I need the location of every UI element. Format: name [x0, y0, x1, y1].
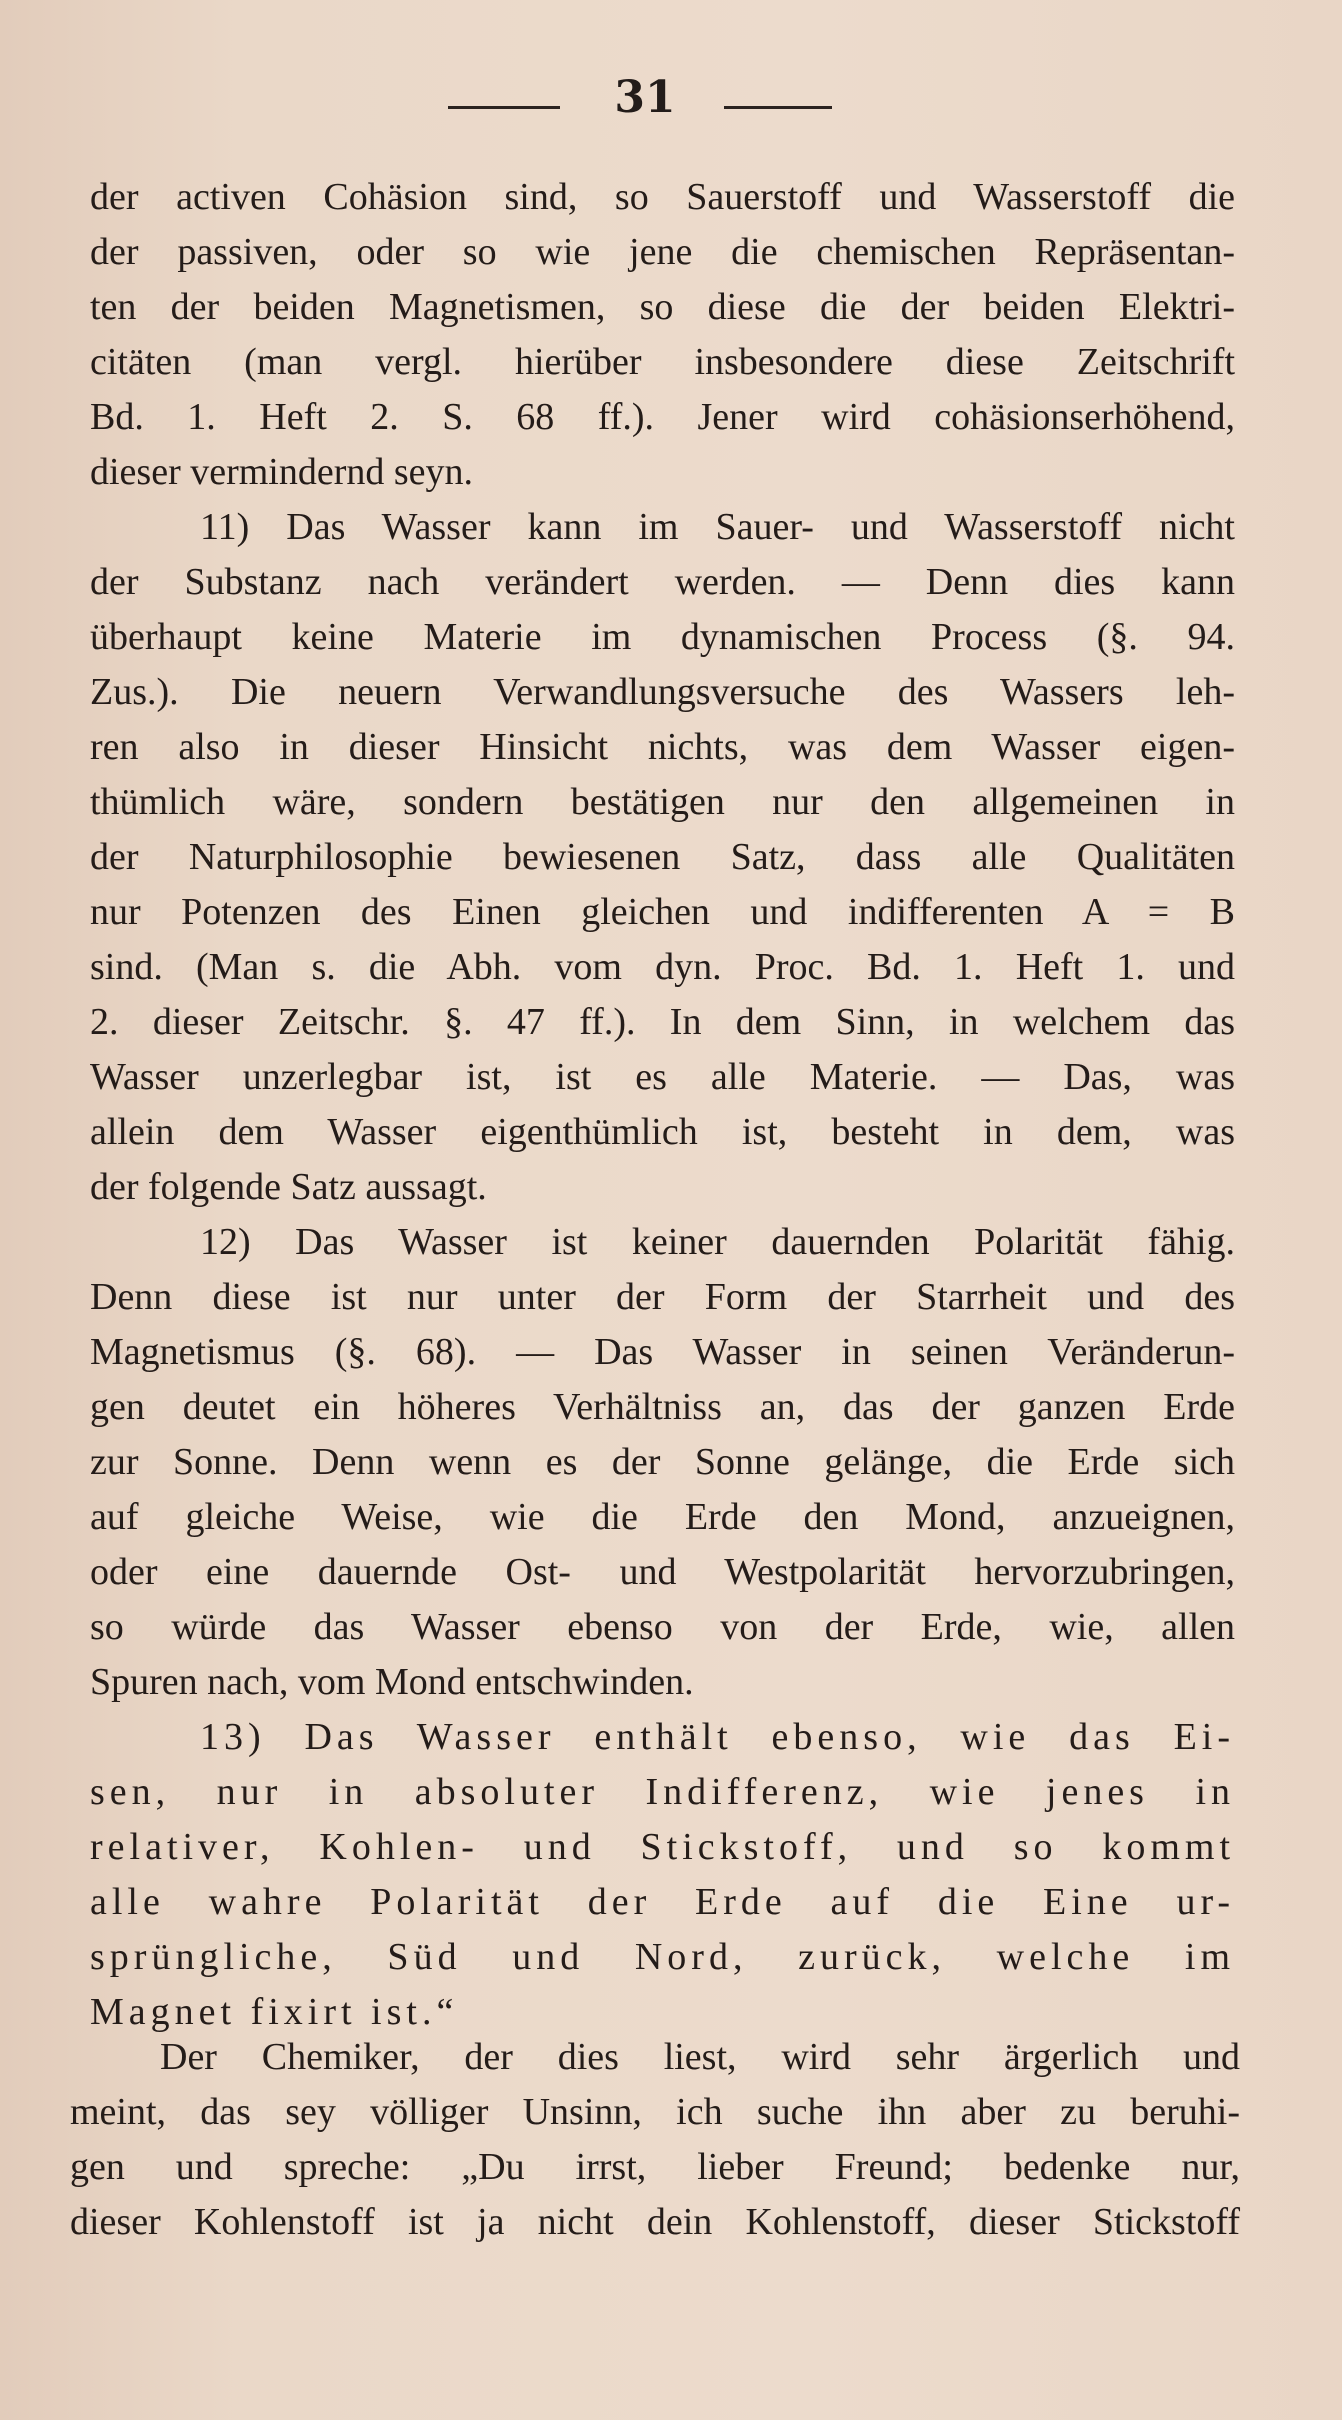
text-line: sen, nur in absoluter Indifferenz, wie jenes in: [90, 1771, 1235, 1813]
text-line: 11) Das Wasser kann im Sauer- und Wasserstoff nicht: [200, 506, 1235, 548]
text-line: der Substanz nach verändert werden. — Denn dies kann: [90, 561, 1235, 603]
text-line: 2. dieser Zeitschr. §. 47 ff.). In dem Sinn, in welchem das: [90, 1001, 1235, 1043]
text-line: 12) Das Wasser ist keiner dauernden Polarität fähig.: [200, 1221, 1235, 1263]
text-line: dieser Kohlenstoff ist ja nicht dein Kohlenstoff, dieser Stickstoff: [70, 2201, 1240, 2243]
text-line: der activen Cohäsion sind, so Sauerstoff und Wasserstoff die: [90, 176, 1235, 218]
text-line: nur Potenzen des Einen gleichen und indifferenten A = B: [90, 891, 1235, 933]
text-line: Spuren nach, vom Mond entschwinden.: [90, 1661, 694, 1703]
text-line: auf gleiche Weise, wie die Erde den Mond, anzueignen,: [90, 1496, 1235, 1538]
text-line: 13) Das Wasser enthält ebenso, wie das Ei-: [200, 1716, 1235, 1758]
body-text: [90, 170, 1235, 2040]
text-line: citäten (man vergl. hierüber insbesondere diese Zeitschrift: [90, 341, 1235, 383]
text-line: der Naturphilosophie bewiesenen Satz, dass alle Qualitäten: [90, 836, 1235, 878]
text-line: ren also in dieser Hinsicht nichts, was dem Wasser eigen-: [90, 726, 1235, 768]
text-line: thümlich wäre, sondern bestätigen nur den allgemeinen in: [90, 781, 1235, 823]
text-line: sind. (Man s. die Abh. vom dyn. Proc. Bd. 1. Heft 1. und: [90, 946, 1235, 988]
text-line: Denn diese ist nur unter der Form der Starrheit und des: [90, 1276, 1235, 1318]
text-line: Magnet fixirt ist.“: [90, 1991, 459, 2033]
text-line: Der Chemiker, der dies liest, wird sehr ärgerlich und: [160, 2036, 1240, 2078]
text-line: relativer, Kohlen- und Stickstoff, und so kommt: [90, 1826, 1235, 1868]
text-line: Wasser unzerlegbar ist, ist es alle Materie. — Das, was: [90, 1056, 1235, 1098]
text-line: oder eine dauernde Ost- und Westpolarität hervorzubringen,: [90, 1551, 1235, 1593]
text-line: meint, das sey völliger Unsinn, ich suche ihn aber zu beruhi-: [70, 2091, 1240, 2133]
text-line: alle wahre Polarität der Erde auf die Eine ur-: [90, 1881, 1235, 1923]
paragraph-chemiker: [70, 2030, 1240, 2250]
text-line: der folgende Satz aussagt.: [90, 1166, 487, 1208]
text-line: allein dem Wasser eigenthümlich ist, besteht in dem, was: [90, 1111, 1235, 1153]
page-header: [0, 70, 1342, 130]
text-line: dieser vermindernd seyn.: [90, 451, 474, 493]
text-line: der passiven, oder so wie jene die chemischen Repräsentan-: [90, 231, 1235, 273]
header-rule-left: [448, 106, 560, 109]
text-line: so würde das Wasser ebenso von der Erde, wie, allen: [90, 1606, 1235, 1648]
text-line: Bd. 1. Heft 2. S. 68 ff.). Jener wird cohäsionserhöhend,: [90, 396, 1235, 438]
text-line: zur Sonne. Denn wenn es der Sonne gelänge, die Erde sich: [90, 1441, 1235, 1483]
page-number: 31: [614, 72, 676, 123]
paragraph-1: [90, 170, 1235, 500]
text-line: Zus.). Die neuern Verwandlungsversuche des Wassers leh-: [90, 671, 1235, 713]
paragraph-12: [90, 1215, 1235, 1710]
text-line: gen deutet ein höheres Verhältniss an, das der ganzen Erde: [90, 1386, 1235, 1428]
text-line: ten der beiden Magnetismen, so diese die der beiden Elektri-: [90, 286, 1235, 328]
header-rule-right: [724, 106, 832, 109]
text-line: Magnetismus (§. 68). — Das Wasser in seinen Veränderun-: [90, 1331, 1235, 1373]
text-line: gen und spreche: „Du irrst, lieber Freund; bedenke nur,: [70, 2146, 1240, 2188]
body-text-continued: [70, 2030, 1240, 2250]
paragraph-13: [90, 1710, 1235, 2040]
text-line: sprüngliche, Süd und Nord, zurück, welche im: [90, 1936, 1235, 1978]
paragraph-11: [90, 500, 1235, 1215]
text-line: überhaupt keine Materie im dynamischen Process (§. 94.: [90, 616, 1235, 658]
